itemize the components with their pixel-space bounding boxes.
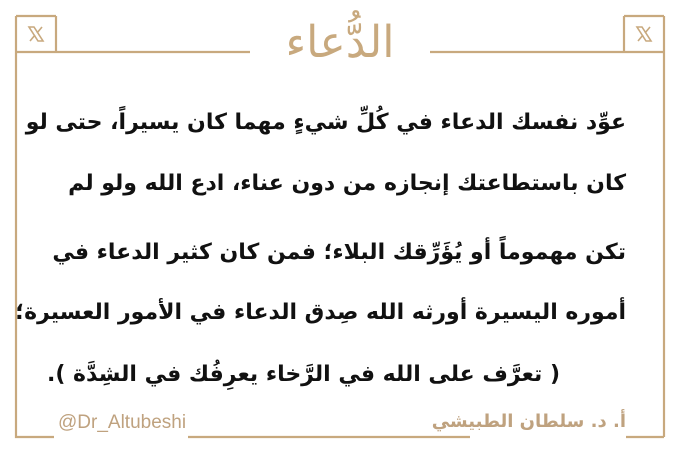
author-signature: أ. د. سلطان الطبيشي: [431, 411, 626, 432]
body-line-2: كان باستطاعتك إنجازه من دون عناء، ادع الله ولو لم: [68, 171, 626, 196]
page-title: الدُّعاء: [285, 17, 395, 68]
body-line-4: أموره اليسيرة أورثه الله صِدق الدعاء في الأمور العسيرة؛: [15, 300, 626, 325]
twitter-handle: @Dr_Altubeshi: [58, 412, 187, 433]
body-line-1: عوِّد نفسك الدعاء في كُلِّ شيءٍ مهما كان يسيراً، حتى لو: [25, 110, 626, 135]
x-logo-icon: [635, 25, 653, 43]
body-line-5-quote: ( تعرَّف على الله في الرَّخاء يعرِفُك في الشِدَّة ).: [46, 362, 560, 387]
x-logo-icon: [27, 25, 45, 43]
body-line-3: تكن مهموماً أو يُؤَرِّقك البلاء؛ فمن كان كثير الدعاء في: [52, 240, 626, 265]
